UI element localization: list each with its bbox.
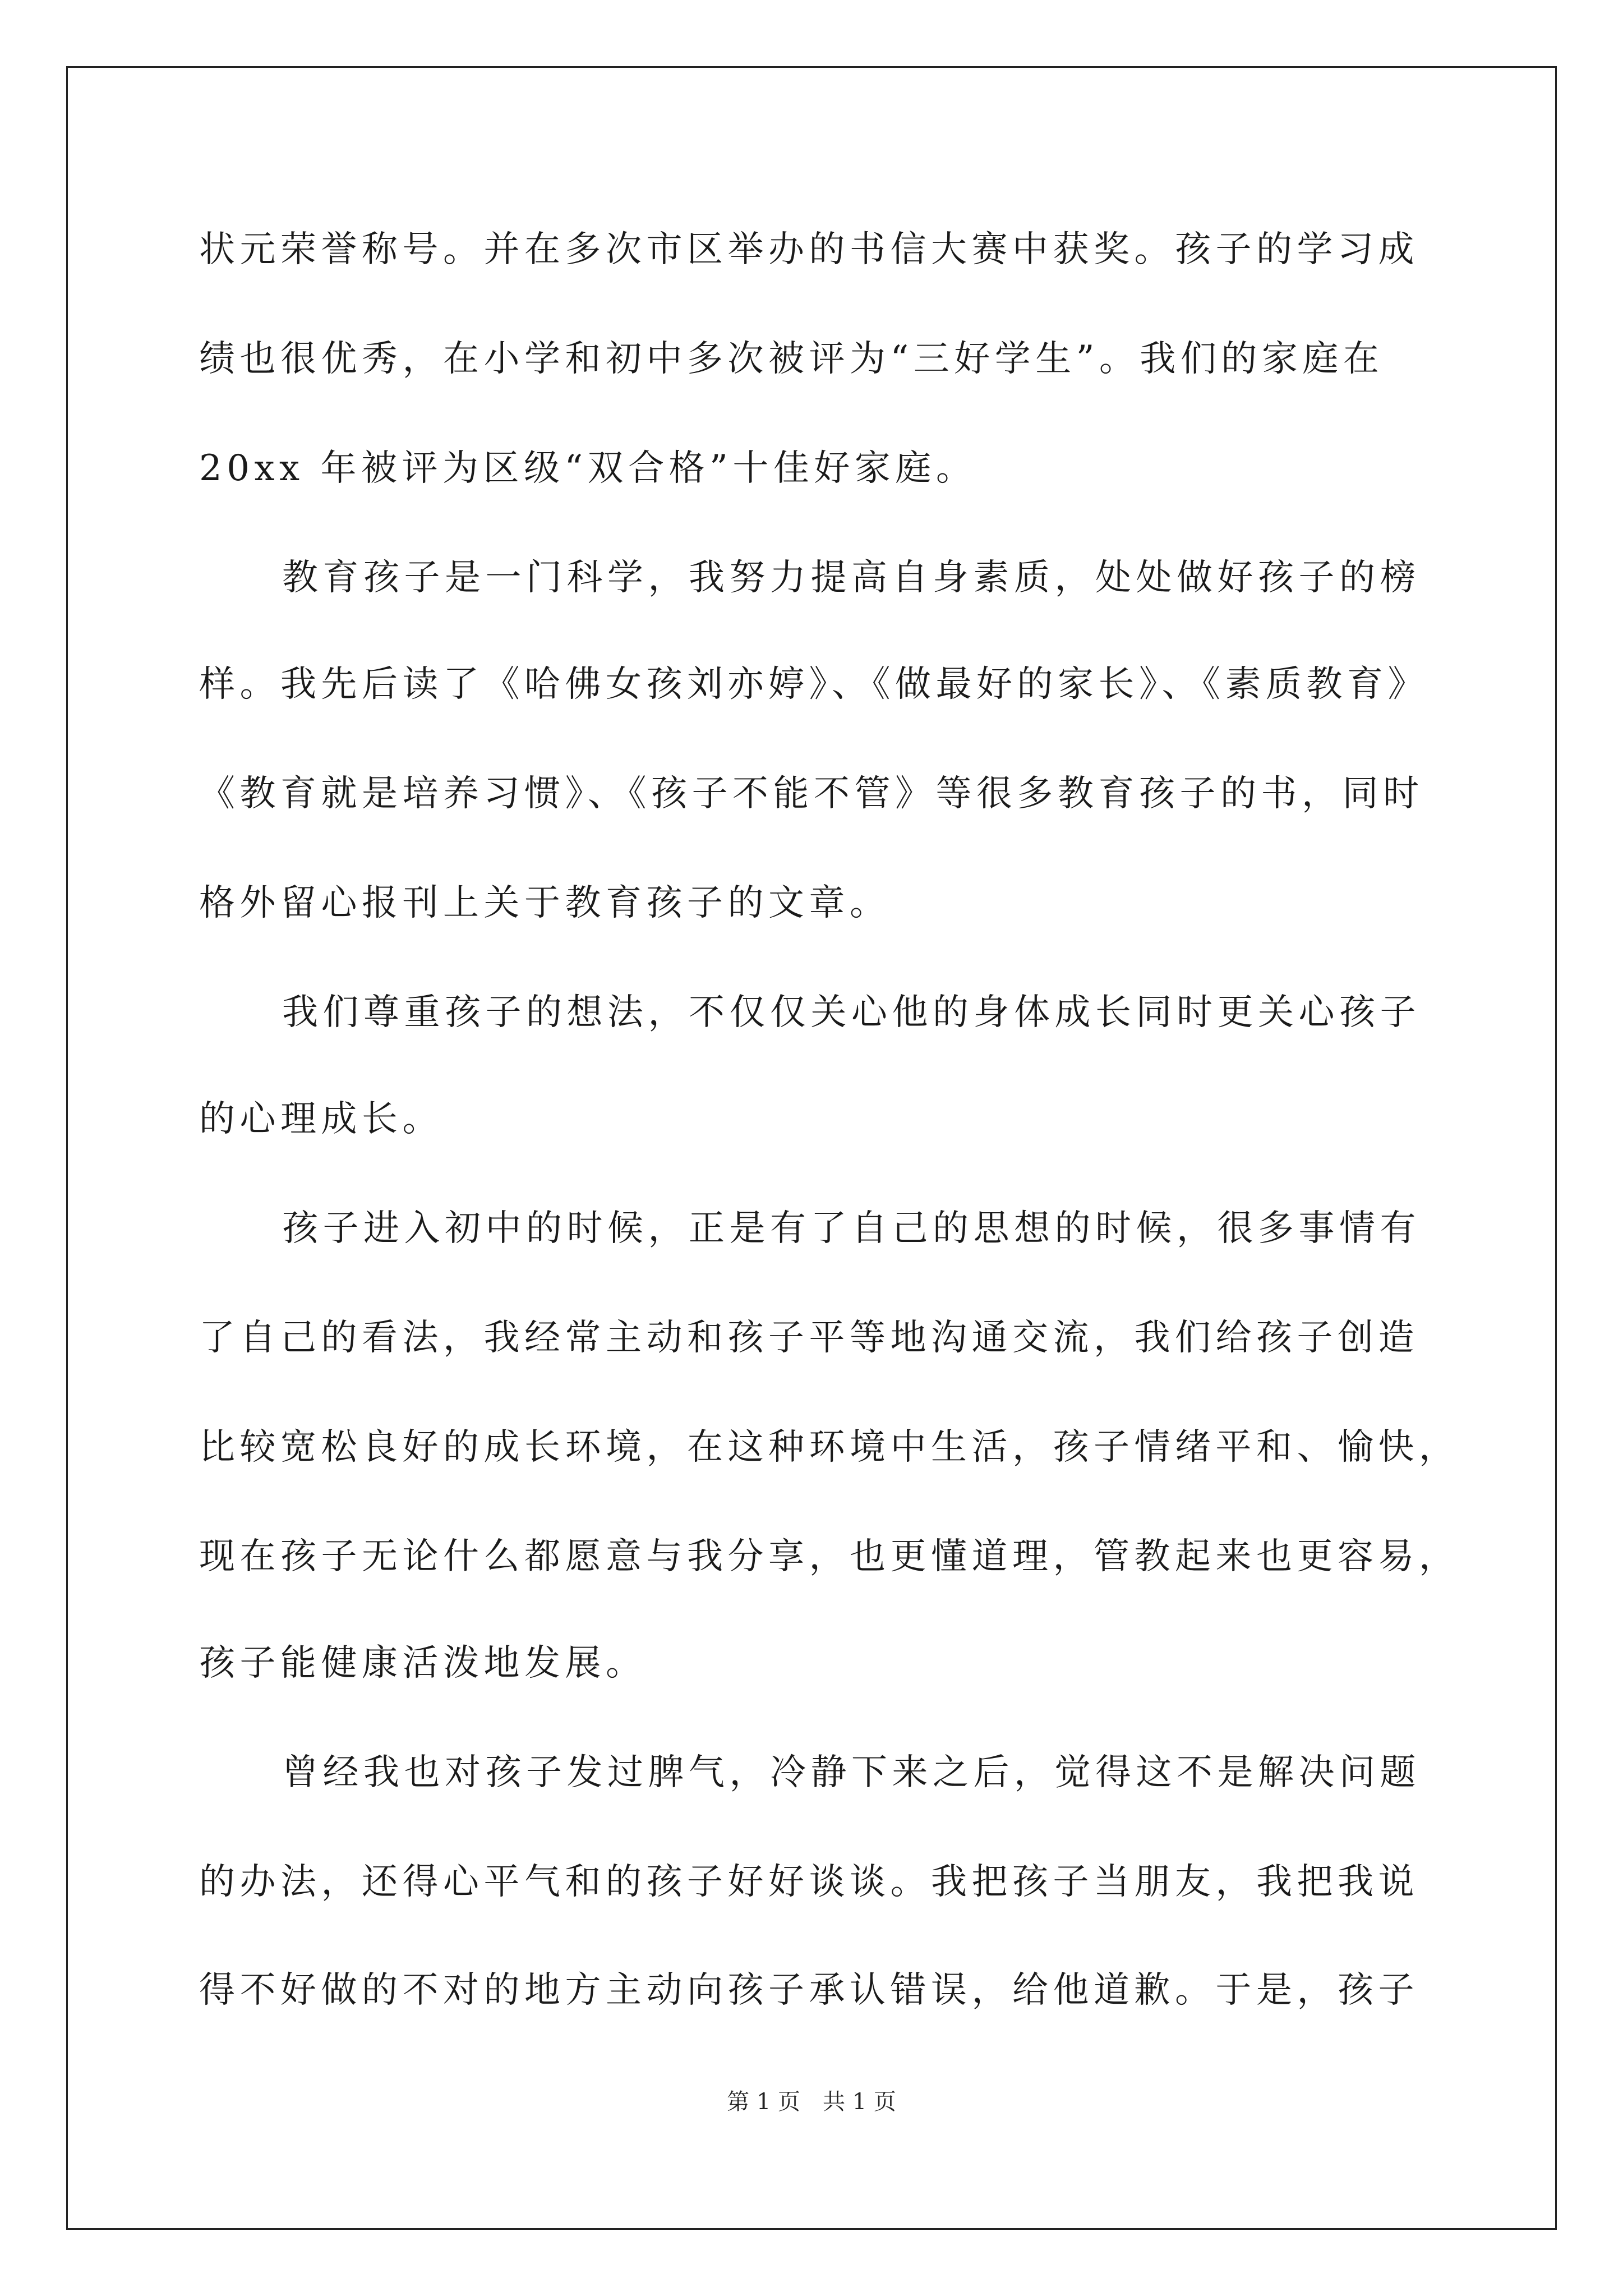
text-line: 得不好做的不对的地方主动向孩子承认错误，给他道歉。于是，孩子 xyxy=(199,1970,1419,2011)
text-line: 现在孩子无论什么都愿意与我分享，也更懂道理，管教起来也更容易， xyxy=(199,1536,1460,1577)
text-line: 《教育就是培养习惯》、《孩子不能不管》等很多教育孩子的书，同时 xyxy=(199,773,1424,815)
text-line: 孩子能健康活泼地发展。 xyxy=(199,1642,647,1684)
text-line: 20xx 年被评为区级“双合格”十佳好家庭。 xyxy=(199,448,977,489)
text-line: 状元荣誉称号。并在多次市区举办的书信大赛中获奖。孩子的学习成 xyxy=(199,229,1419,270)
text-line: 绩也很优秀，在小学和初中多次被评为“三好学生”。我们的家庭在 xyxy=(199,338,1384,380)
paragraph-first-line: 曾经我也对孩子发过脾气，冷静下来之后，觉得这不是解决问题 xyxy=(282,1752,1421,1793)
text-line: 格外留心报刊上关于教育孩子的文章。 xyxy=(199,882,891,924)
text-line: 的办法，还得心平气和的孩子好好谈谈。我把孩子当朋友，我把我说 xyxy=(199,1861,1419,1903)
text-line: 样。我先后读了《哈佛女孩刘亦婷》、《做最好的家长》、《素质教育》 xyxy=(199,664,1428,705)
page-frame xyxy=(66,66,1557,2230)
text-line: 比较宽松良好的成长环境，在这种环境中生活，孩子情绪平和、愉快， xyxy=(199,1427,1460,1468)
paragraph-first-line: 我们尊重孩子的想法，不仅仅关心他的身体成长同时更关心孩子 xyxy=(282,992,1421,1033)
text-line: 的心理成长。 xyxy=(199,1098,443,1140)
paragraph-first-line: 孩子进入初中的时候，正是有了自己的思想的时候，很多事情有 xyxy=(282,1208,1421,1249)
text-line: 了自己的看法，我经常主动和孩子平等地沟通交流，我们给孩子创造 xyxy=(199,1317,1419,1359)
paragraph-first-line: 教育孩子是一门科学，我努力提高自身素质，处处做好孩子的榜 xyxy=(282,557,1421,599)
page-number-footer: 第 1 页 共 1 页 xyxy=(727,2089,896,2115)
